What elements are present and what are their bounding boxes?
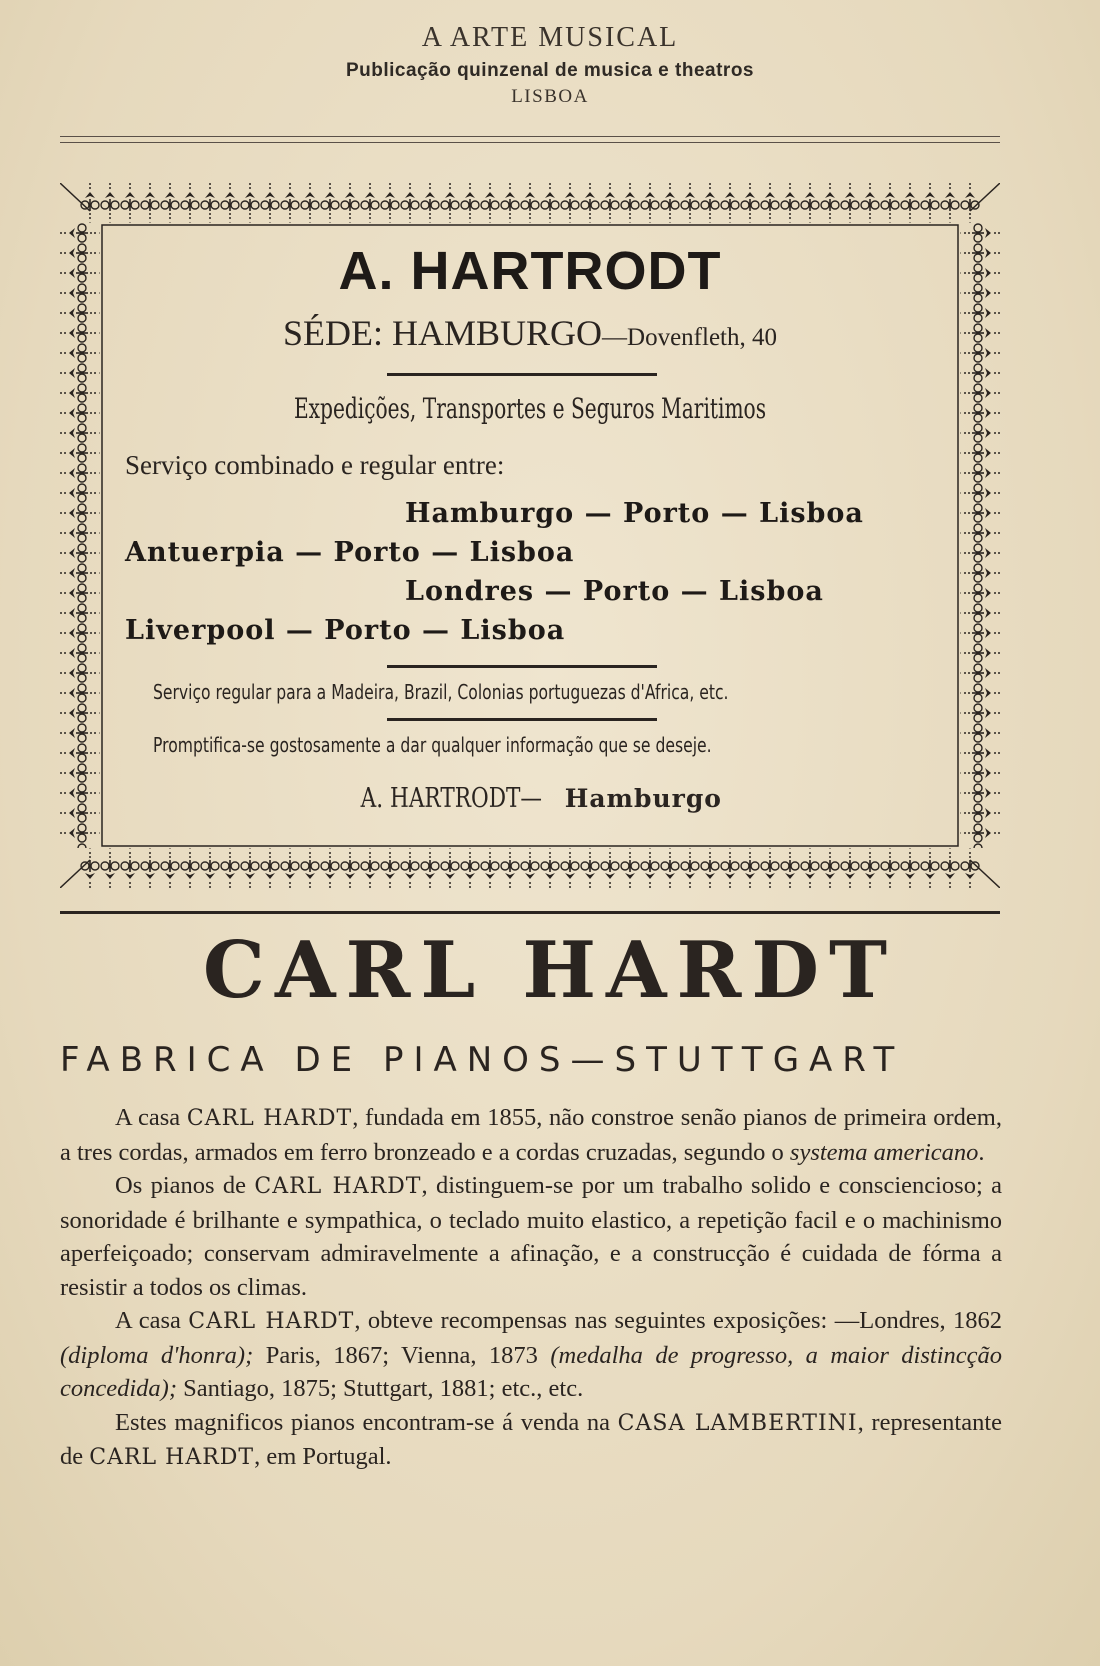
paragraph: Os pianos de CARL HARDT, distinguem-se por um trabalho solido e consciencioso; a sonoridade é brilhante e sympathica, o teclado muito elastico, a repetição facil e o machinismo aperfeiçoado; conservam admiravelmente a afinação, e a construcção é cuidada de fórma a resistir a todos os climas. (60, 1172, 1003, 1301)
regular-service-text: Serviço regular para a Madeira, Brazil, Colonias portuguezas d'Africa, etc. (153, 680, 729, 704)
route-line: Liverpool — Porto — Lisboa (125, 615, 566, 646)
masthead (0, 22, 1100, 108)
section-divider (60, 911, 1000, 914)
factory-subtitle: FABRICA DE PIANOS—STUTTGART (60, 1040, 905, 1080)
services-heading: Expedições, Transportes e Seguros Maritimos (293, 392, 767, 425)
publication-subtitle: Publicação quinzenal de musica e theatros (345, 60, 754, 81)
headquarters-label: SÉDE: HAMBURGO (283, 313, 603, 353)
route-line: Hamburgo — Porto — Lisboa (405, 498, 864, 529)
hartrodt-advertisement (125, 240, 935, 840)
brand-name: CARL HARDT (202, 925, 898, 1016)
route-line: Antuerpia — Porto — Lisboa (125, 537, 575, 568)
carl-hardt-logo (0, 925, 1100, 1016)
paragraph: Estes magnificos pianos encontram-se á venda na CASA LAMBERTINI, representante de CARL HARDT, em Portugal. (60, 1408, 1003, 1470)
combined-service-text: Serviço combinado e regular entre: (125, 450, 505, 480)
carl-hardt-description (60, 1101, 1002, 1475)
paragraph: A casa CARL HARDT, obteve recompensas nas seguintes exposições: —Londres, 1862 (diploma d'honra); Paris, 1867; Vienna, 1873 (medalha de progresso, a maior distincção concedida); Santiago, 1875; Stuttgart, 1881; etc., etc. (60, 1307, 1003, 1402)
masthead-double-rule (60, 136, 1000, 143)
paragraph: A casa CARL HARDT, fundada em 1855, não constroe senão pianos de primeira ordem, a tres cordas, armados em ferro bronzeado e a cordas cruzadas, segundo o systema americano. (60, 1104, 1002, 1166)
signature-name: A. HARTRODT— (360, 783, 543, 814)
headquarters-address: —Dovenfleth, 40 (602, 324, 777, 351)
company-name: A. HARTRODT (338, 241, 722, 301)
divider-rule (387, 373, 657, 376)
publication-title: A ARTE MUSICAL (421, 22, 679, 53)
signature-city: Hamburgo (564, 784, 722, 813)
divider-rule (387, 665, 657, 668)
publication-city: LISBOA (511, 86, 589, 107)
divider-rule (387, 718, 657, 721)
advertisement-signature (125, 783, 935, 814)
information-text: Promptifica-se gostosamente a dar qualquer informação que se deseje. (153, 733, 712, 757)
company-headquarters (125, 312, 935, 354)
route-line: Londres — Porto — Lisboa (405, 576, 824, 607)
